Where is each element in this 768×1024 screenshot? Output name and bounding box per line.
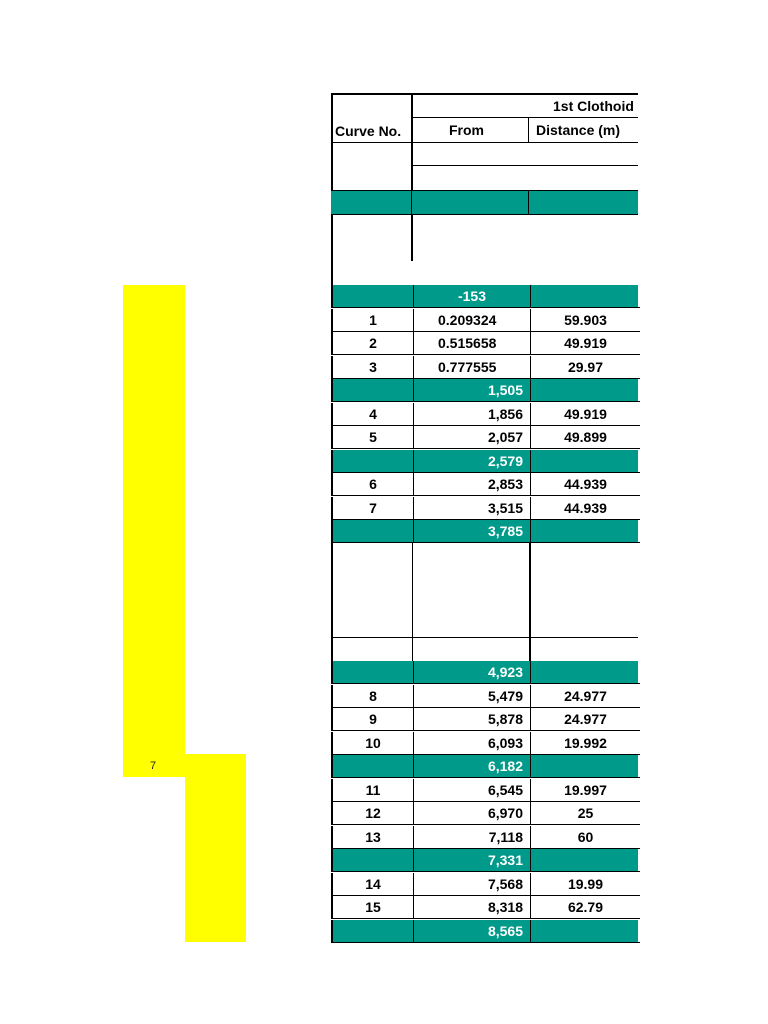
from-cell: 5,479 [414, 685, 531, 708]
station-separator-row [331, 661, 638, 684]
curve-no-cell: 4 [333, 403, 414, 426]
from-cell: 2,579 [414, 450, 531, 473]
distance-cell: 19.997 [531, 779, 640, 802]
curve-row [331, 497, 638, 520]
curve-row [331, 473, 638, 496]
from-cell: 6,970 [414, 802, 531, 825]
curve-no-cell: 15 [333, 896, 414, 919]
curve-no-cell [333, 379, 414, 402]
from-cell: 4,923 [414, 661, 531, 684]
distance-cell: 19.99 [531, 873, 640, 896]
header-rule-2 [413, 165, 638, 166]
highlight-block-upper [123, 285, 185, 777]
gap-col2-border [529, 542, 531, 661]
header-teal-band [331, 191, 638, 214]
curve-no-cell: 1 [333, 309, 414, 332]
table-header [331, 93, 638, 285]
curve-row [331, 356, 638, 379]
distance-cell [531, 520, 640, 543]
header-teal-divider-1 [411, 191, 412, 214]
distance-cell: 60 [531, 826, 640, 849]
curve-no-cell: 9 [333, 708, 414, 731]
from-cell: 3,515 [414, 497, 531, 520]
distance-cell: 49.919 [531, 332, 640, 355]
from-cell: 1,505 [414, 379, 531, 402]
curve-no-cell: 6 [333, 473, 414, 496]
curve-row [331, 332, 638, 355]
curve-no-cell: 7 [333, 497, 414, 520]
col-from: From [449, 122, 484, 138]
curve-row [331, 779, 638, 802]
curve-no-cell: 2 [333, 332, 414, 355]
station-separator-row [331, 849, 638, 872]
curve-row [331, 708, 638, 731]
from-cell: 8,318 [414, 896, 531, 919]
curve-row [331, 426, 638, 449]
distance-cell [531, 379, 640, 402]
curve-row [331, 403, 638, 426]
station-separator-row [331, 920, 638, 943]
curve-no-cell [333, 849, 414, 872]
header-teal-divider-2 [528, 191, 529, 214]
distance-cell: 25 [531, 802, 640, 825]
distance-cell: 49.899 [531, 426, 640, 449]
curve-no-cell: 5 [333, 426, 414, 449]
station-separator-row [331, 520, 638, 543]
gap-rule [333, 637, 638, 638]
distance-cell [531, 285, 640, 308]
curve-no-cell [333, 285, 414, 308]
from-cell: 7,568 [414, 873, 531, 896]
curve-no-cell [333, 450, 414, 473]
distance-cell [531, 755, 640, 778]
curve-no-cell [333, 520, 414, 543]
from-cell: 5,878 [414, 708, 531, 731]
col-curve-no: Curve No. [335, 123, 402, 139]
distance-cell: 24.977 [531, 685, 640, 708]
distance-cell [531, 920, 640, 943]
group-title: 1st Clothoid [553, 98, 634, 114]
station-separator-row [331, 379, 638, 402]
from-cell: -153 [414, 285, 531, 308]
from-cell: 1,856 [414, 403, 531, 426]
curve-no-cell: 8 [333, 685, 414, 708]
distance-cell [531, 450, 640, 473]
distance-cell [531, 849, 640, 872]
header-col1-border [411, 93, 413, 261]
from-cell: 0.515658 [414, 332, 531, 355]
from-cell: 3,785 [414, 520, 531, 543]
col-from-divider [528, 118, 529, 143]
curve-row [331, 685, 638, 708]
from-cell: 7,118 [414, 826, 531, 849]
from-cell: 0.209324 [414, 309, 531, 332]
curve-row [331, 802, 638, 825]
distance-cell: 29.97 [531, 356, 640, 379]
curve-no-cell: 10 [333, 732, 414, 755]
curve-no-cell: 3 [333, 356, 414, 379]
curve-row [331, 732, 638, 755]
from-cell: 6,545 [414, 779, 531, 802]
from-cell: 2,853 [414, 473, 531, 496]
curve-no-cell: 13 [333, 826, 414, 849]
header-left-border [331, 93, 333, 285]
from-cell: 0.777555 [414, 356, 531, 379]
from-cell: 6,093 [414, 732, 531, 755]
station-separator-row [331, 285, 638, 308]
station-separator-row [331, 450, 638, 473]
from-cell: 6,182 [414, 755, 531, 778]
group-title-underline [413, 117, 638, 118]
distance-cell: 44.939 [531, 473, 640, 496]
curve-row [331, 873, 638, 896]
distance-cell: 62.79 [531, 896, 640, 919]
curve-no-cell: 11 [333, 779, 414, 802]
curve-no-cell [333, 661, 414, 684]
curve-no-cell [333, 755, 414, 778]
from-cell: 2,057 [414, 426, 531, 449]
curve-row [331, 896, 638, 919]
distance-cell: 24.977 [531, 708, 640, 731]
distance-cell: 44.939 [531, 497, 640, 520]
table-gap-block [331, 542, 638, 661]
distance-cell: 19.992 [531, 732, 640, 755]
curve-row [331, 309, 638, 332]
col-distance: Distance (m) [536, 122, 621, 138]
side-label: 7 [150, 760, 157, 772]
curve-row [331, 826, 638, 849]
from-cell: 7,331 [414, 849, 531, 872]
highlight-block-lower [185, 754, 246, 942]
distance-cell: 59.903 [531, 309, 640, 332]
station-separator-row [331, 755, 638, 778]
curve-no-cell: 14 [333, 873, 414, 896]
distance-cell: 49.919 [531, 403, 640, 426]
curve-no-cell [333, 920, 414, 943]
curve-no-cell: 12 [333, 802, 414, 825]
distance-cell [531, 661, 640, 684]
gap-col1-border [412, 542, 413, 661]
from-cell: 8,565 [414, 920, 531, 943]
header-rule-4 [331, 214, 638, 215]
header-rule-1 [331, 142, 638, 143]
